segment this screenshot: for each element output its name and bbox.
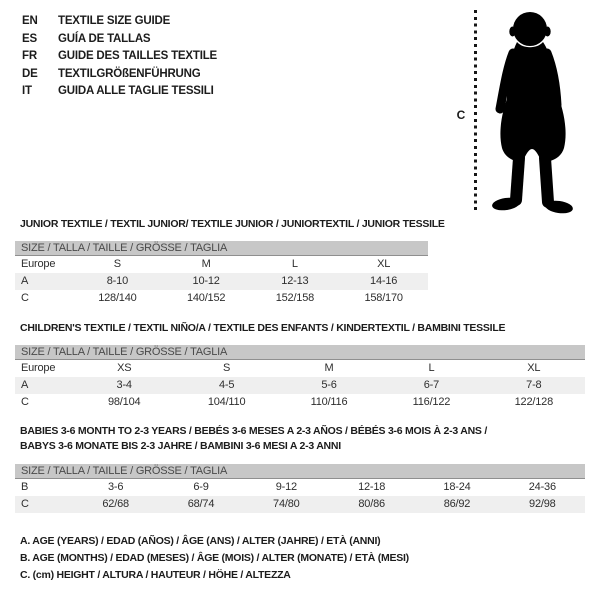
table-title-line: CHILDREN'S TEXTILE / TEXTIL NIÑO/A / TEXTILE DES ENFANTS / KINDERTEXTIL / BAMBINI TESSILE	[20, 322, 506, 334]
table-title	[20, 217, 445, 232]
size-header-bar: SIZE / TALLA / TAILLE / GRÖSSE / TAGLIA	[15, 464, 585, 479]
table-cell: 5-6	[321, 379, 337, 391]
table-cell: 104/110	[207, 396, 246, 408]
junior-textile-table	[15, 217, 445, 307]
language-label: TEXTILE SIZE GUIDE	[58, 15, 171, 27]
language-row	[22, 83, 217, 101]
table-cell: 7-8	[526, 379, 542, 391]
row-label: C	[21, 292, 29, 304]
table-cell: 14-16	[370, 275, 398, 287]
table-cell: 86/92	[443, 498, 471, 510]
table-cell: 6-9	[193, 481, 209, 493]
row-label: Europe	[21, 362, 56, 374]
footnote-line: A. AGE (YEARS) / EDAD (AÑOS) / ÂGE (ANS) / ALTER (JAHRE) / ETÀ (ANNI)	[20, 535, 381, 547]
language-row	[22, 13, 217, 31]
language-code: DE	[22, 67, 38, 80]
table-cell: L	[428, 362, 435, 374]
table-cell: 9-12	[275, 481, 297, 493]
row-label: C	[21, 396, 29, 408]
language-label: GUIDE DES TAILLES TEXTILE	[58, 50, 217, 62]
table-cell: 92/98	[529, 498, 556, 510]
table-cell: XS	[117, 362, 132, 374]
language-code: FR	[22, 50, 37, 62]
table-title-line: JUNIOR TEXTILE / TEXTIL JUNIOR/ TEXTILE JUNIOR / JUNIORTEXTIL / JUNIOR TESSILE	[20, 218, 445, 230]
table-cell: 122/128	[514, 396, 554, 408]
language-label: GUÍA DE TALLAS	[58, 32, 151, 45]
table-cell: 24-36	[528, 481, 556, 493]
table-cell: 8-10	[106, 275, 128, 287]
row-label: C	[21, 498, 29, 510]
language-label: GUIDA ALLE TAGLIE TESSILI	[58, 85, 214, 97]
table-cell: XL	[377, 258, 391, 270]
table-row	[15, 256, 428, 273]
table-title	[20, 321, 585, 336]
language-row	[22, 31, 217, 49]
table-cell: 12-18	[358, 481, 386, 493]
table-cell: 3-6	[108, 481, 124, 493]
table-row	[15, 273, 428, 290]
babies-textile-table	[15, 424, 585, 513]
size-header-bar: SIZE / TALLA / TAILLE / GRÖSSE / TAGLIA	[15, 345, 585, 360]
table-cell: XL	[527, 362, 541, 374]
row-label: B	[21, 481, 29, 493]
language-row	[22, 66, 217, 84]
table-cell: M	[201, 258, 211, 270]
language-code: EN	[22, 15, 38, 27]
table-cell: 98/104	[107, 396, 141, 408]
table-cell: S	[223, 362, 231, 374]
row-label: A	[21, 275, 29, 287]
language-row	[22, 48, 217, 66]
table-row	[15, 394, 585, 411]
table-row	[15, 377, 585, 394]
table-row	[15, 479, 585, 496]
row-label: A	[21, 379, 29, 391]
table-cell: 68/74	[187, 498, 215, 510]
table-cell: L	[291, 258, 298, 270]
table-cell: 4-5	[218, 379, 235, 391]
table-cell: 152/158	[275, 292, 315, 304]
height-figure	[450, 5, 590, 220]
language-code: IT	[22, 85, 32, 97]
toddler-silhouette-icon	[483, 8, 583, 218]
table-cell: 128/140	[98, 292, 137, 304]
table-cell: 80/86	[358, 498, 385, 510]
table-row	[15, 360, 585, 377]
table-cell: 10-12	[192, 275, 220, 287]
language-label: TEXTILGRÖßENFÜHRUNG	[58, 67, 201, 80]
table-cell: 3-4	[116, 379, 132, 391]
table-cell: 6-7	[423, 379, 440, 391]
size-header-bar: SIZE / TALLA / TAILLE / GRÖSSE / TAGLIA	[15, 241, 428, 256]
table-cell: 62/68	[102, 498, 129, 510]
language-list	[22, 13, 217, 101]
height-measure-dotted-line	[474, 10, 477, 210]
footnote-line: C. (cm) HEIGHT / ALTURA / HAUTEUR / HÖHE / ALTEZZA	[20, 569, 291, 581]
figure-height-label: C	[456, 108, 466, 122]
language-code: ES	[22, 32, 37, 45]
table-cell: 12-13	[281, 275, 309, 287]
table-cell: 18-24	[443, 481, 471, 493]
table-cell: 158/170	[364, 292, 403, 304]
table-body	[15, 256, 428, 307]
table-body	[15, 360, 585, 411]
table-cell: 140/152	[186, 292, 226, 304]
table-title	[20, 424, 585, 454]
table-cell: S	[113, 258, 121, 270]
table-row	[15, 290, 428, 307]
footnote-line: B. AGE (MONTHS) / EDAD (MESES) / ÂGE (MOIS) / ALTER (MONATE) / ETÀ (MESI)	[20, 552, 409, 564]
table-body	[15, 479, 585, 513]
table-cell: M	[324, 362, 334, 374]
table-cell: 116/122	[412, 396, 451, 408]
table-row	[15, 496, 585, 513]
footnotes	[20, 533, 409, 584]
row-label: Europe	[21, 258, 56, 270]
table-cell: 110/116	[310, 396, 348, 408]
table-title-line: BABYS 3-6 MONATE BIS 2-3 JAHRE / BAMBINI 3-6 MESI A 2-3 ANNI	[20, 440, 341, 452]
table-title-line: BABIES 3-6 MONTH TO 2-3 YEARS / BEBÉS 3-6 MESES A 2-3 AÑOS / BÉBÉS 3-6 MOIS À 2-3 ANS /	[20, 425, 488, 437]
table-cell: 74/80	[273, 498, 300, 510]
childrens-textile-table	[15, 321, 585, 411]
